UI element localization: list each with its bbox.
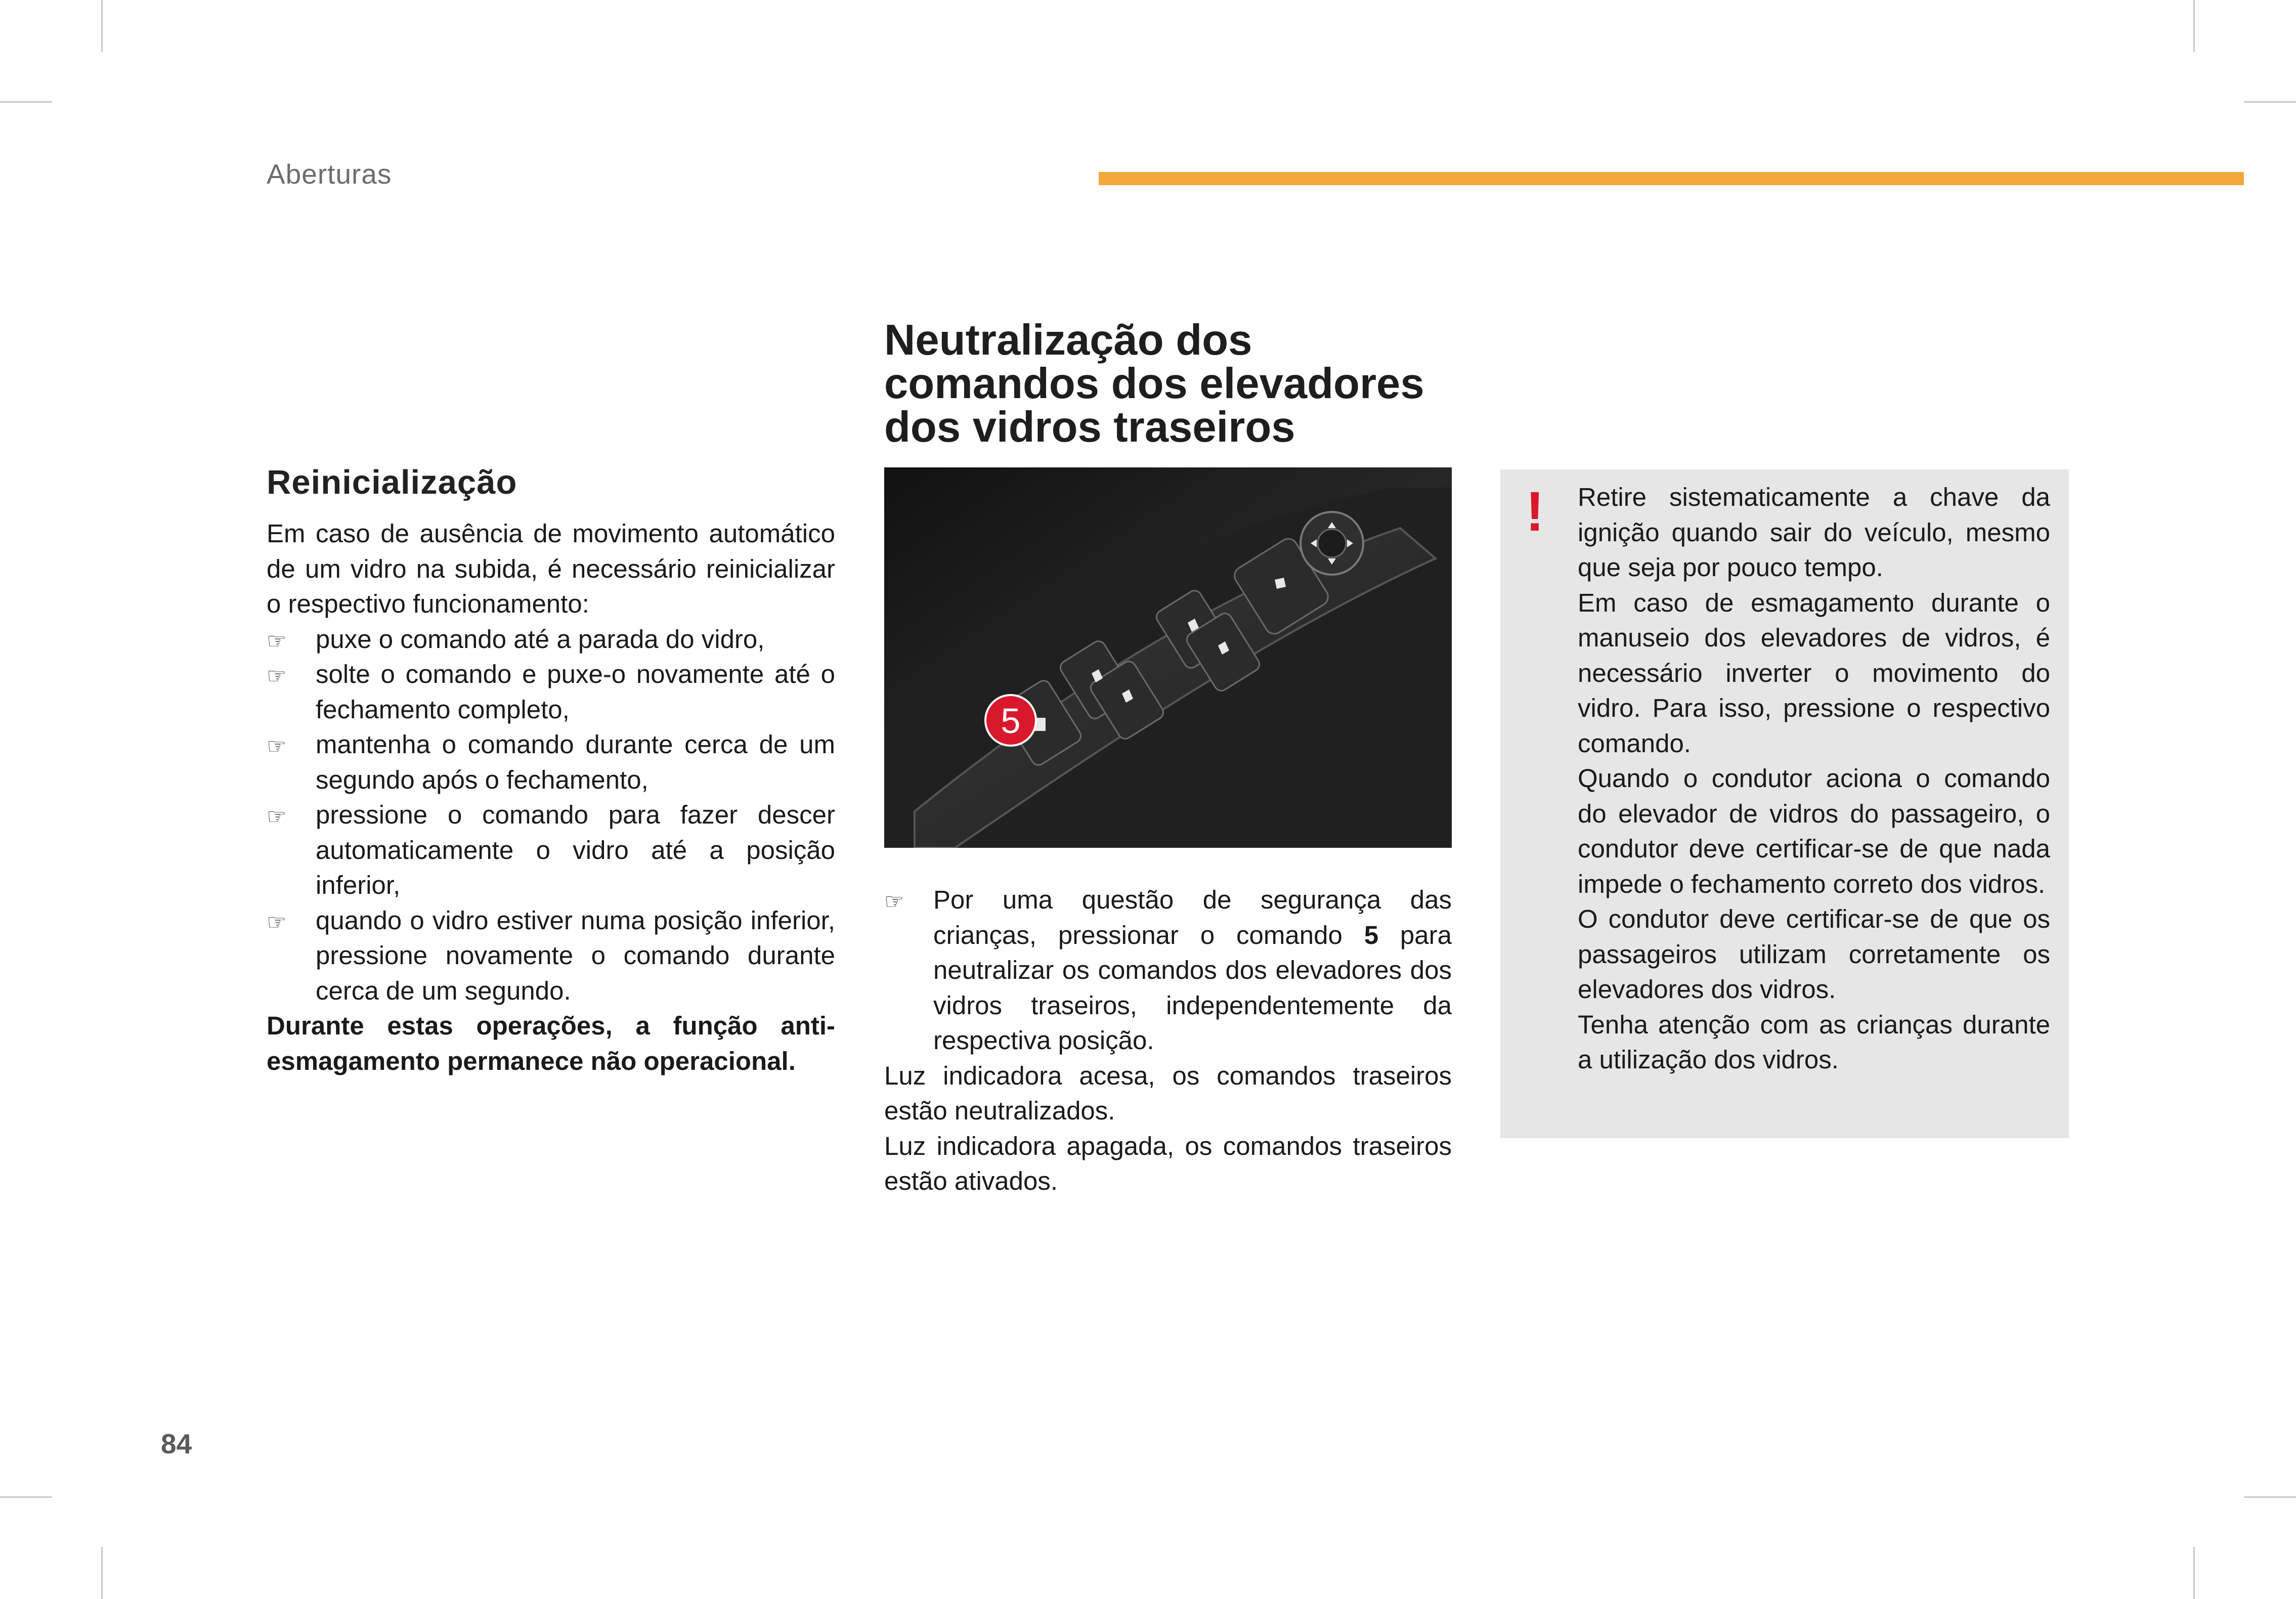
child-lock-instructions: [884, 882, 1452, 1058]
page-number: 84: [161, 1428, 192, 1459]
child-lock-section: [884, 316, 1452, 1199]
warning-paragraph: Quando o condutor aciona o comando do elevador de vidros do passageiro, o condutor deve certificar-se de que nada impede o fechamento correto dos vidros.: [1578, 764, 2050, 898]
pointing-hand-icon: ☞: [884, 889, 904, 914]
crop-mark: [0, 101, 52, 103]
step-item: ☞ puxe o comando até a parada do vidro,: [267, 622, 835, 657]
warning-paragraph: Retire sistematicamente a chave da ignição quando sair do veículo, mesmo que seja por pouco tempo.: [1578, 483, 2050, 582]
reinitialization-intro: Em caso de ausência de movimento automático de um vidro na subida, é necessário reinicializar o respectivo funcionamento:: [267, 519, 835, 618]
warning-paragraph: Tenha atenção com as crianças durante a utilização dos vidros.: [1578, 1010, 2050, 1074]
reinitialization-steps: [267, 622, 835, 1009]
window-switch-photo: [884, 467, 1452, 848]
step-item: ☞ quando o vidro estiver numa posição inferior, pressione novamente o comando durante cerca de um segundo.: [267, 905, 835, 1005]
pointing-hand-icon: ☞: [267, 910, 287, 935]
crop-mark: [2244, 1496, 2296, 1498]
anti-pinch-note: Durante estas operações, a função anti-esmagamento permanece não operacional.: [267, 1011, 835, 1075]
callout-number: 5: [1001, 701, 1021, 741]
crop-mark: [101, 1547, 103, 1599]
reinitialization-heading: Reinicialização: [267, 463, 517, 501]
reinitialization-section: [267, 463, 835, 1078]
warning-exclamation-icon: !: [1526, 481, 1544, 543]
child-lock-title: Neutralização dos comandos dos elevadores dos vidros traseiros: [884, 316, 1424, 451]
step-item: ☞ pressione o comando para fazer descer automaticamente o vidro até a posição inferior,: [267, 800, 835, 899]
pointing-hand-icon: ☞: [267, 664, 287, 688]
warning-paragraph: O condutor deve certificar-se de que os passageiros utilizam corretamente os elevadores dos vidros.: [1578, 904, 2050, 1004]
warning-text: [1578, 480, 2050, 1077]
pointing-hand-icon: ☞: [267, 734, 287, 759]
crop-mark: [101, 0, 103, 52]
step-item: ☞ mantenha o comando durante cerca de um segundo após o fechamento,: [267, 730, 835, 794]
crop-mark: [2244, 101, 2296, 103]
warning-box: [1500, 469, 2069, 1138]
pointing-hand-icon: ☞: [267, 804, 287, 829]
window-switch-illustration: [884, 467, 1452, 848]
section-title: Aberturas: [267, 158, 392, 190]
step-item: ☞ solte o comando e puxe-o novamente até o fechamento completo,: [267, 660, 835, 724]
warning-paragraph: Em caso de esmagamento durante o manuseio dos elevadores de vidros, é necessário inverter o movimento do vidro. Para isso, pressione o respectivo comando.: [1578, 588, 2050, 758]
crop-mark: [0, 1496, 52, 1498]
pointing-hand-icon: ☞: [267, 628, 287, 654]
indicator-on-text: Luz indicadora acesa, os comandos traseiros estão neutralizados.: [884, 1061, 1452, 1125]
indicator-off-text: Luz indicadora apagada, os comandos traseiros estão ativados.: [884, 1131, 1452, 1195]
crop-mark: [2193, 1547, 2195, 1599]
instruction-item: ☞ Por uma questão de segurança das crianças, pressionar o comando 5 para neutralizar os comandos dos elevadores dos vidros traseiros, independentemente da respectiva posição.: [884, 885, 1452, 1055]
crop-mark: [2193, 0, 2195, 52]
section-accent-bar: [1099, 172, 2244, 185]
